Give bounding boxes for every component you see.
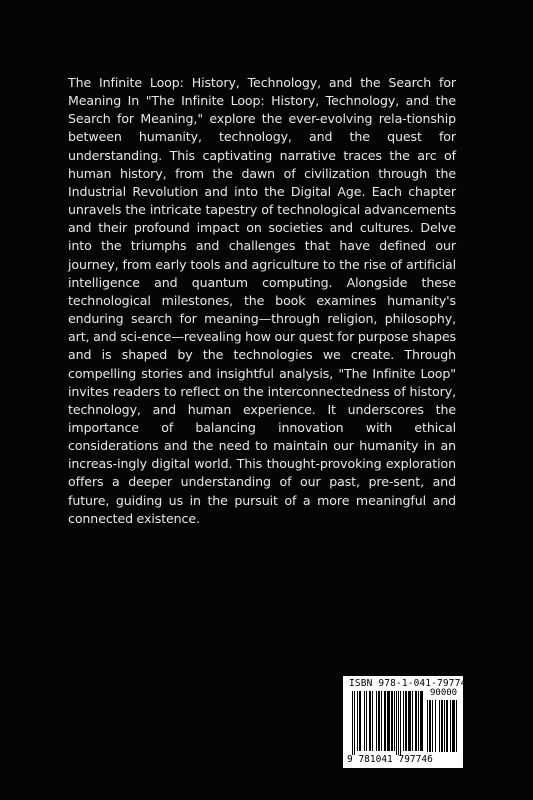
barcode-bar: [352, 691, 353, 755]
barcode-bar: [456, 700, 457, 752]
barcode-bar: [444, 700, 445, 752]
barcode-bar: [384, 691, 386, 751]
barcode-bar: [378, 691, 380, 751]
barcode-bar: [394, 691, 395, 751]
addon-barcode-bars: [427, 700, 457, 755]
barcode-bar: [412, 691, 413, 751]
barcode-bar: [357, 691, 358, 751]
barcode-bar: [396, 691, 397, 755]
barcode-bar: [403, 691, 404, 751]
barcode-bar: [418, 691, 419, 751]
barcode-bar: [415, 691, 417, 751]
barcode-bar: [398, 691, 399, 755]
ean-digits: 9 781041 797746: [347, 754, 433, 765]
barcode-bar: [452, 700, 455, 752]
isbn-barcode: [343, 676, 479, 768]
barcode-bar: [429, 700, 431, 752]
barcode-bar: [387, 691, 390, 751]
barcode-bar: [381, 691, 382, 751]
isbn-label: ISBN 978-1-041-79774-6: [349, 678, 479, 689]
barcode-bar: [435, 700, 436, 752]
barcode-bar: [446, 700, 448, 752]
barcode-bar: [400, 691, 401, 755]
barcode-bar: [369, 691, 371, 751]
barcode-bar: [420, 691, 423, 751]
barcode-bar: [427, 700, 428, 752]
barcode-bar: [354, 691, 355, 755]
barcode-bar: [372, 691, 373, 751]
barcode-bar: [439, 700, 440, 752]
barcode-bar: [450, 700, 451, 752]
barcode-bar: [376, 691, 377, 751]
book-description: The Infinite Loop: History, Technology, and the Search for Meaning In "The Infinite Loop: History, Technology, and the Search for Meaning," explore the ever-evolving rela-tionship between humanity, technology, and the quest for understanding. This captivating narrative traces the arc of human history, from the dawn of civilization through the Industrial Revolution and into the Digital Age. Each chapter unravels the intricate tapestry of technological advancements and their profound impact on societies and cultures. Delve into the triumphs and challenges that have defined our journey, from early tools and agriculture to the rise of artificial intelligence and quantum computing. Alongside these technological milestones, the book examines humanity's enduring search for meaning—through religion, philosophy, art, and sci-ence—revealing how our quest for purpose shapes and is shaped by the technologies we create. Through compelling stories and insightful analysis, "The Infinite Loop" invites readers to reflect on the interconnectedness of history, technology, and human experience. It underscores the importance of balancing innovation with ethical considerations and the need to maintain our humanity in an increas-ingly digital world. This thought-provoking exploration offers a deeper understanding of our past, pre-sent, and future, guiding us in the pursuit of a more meaningful and connected existence.: [68, 75, 456, 526]
ean-barcode-bars: [352, 691, 424, 755]
barcode-bar: [359, 691, 361, 751]
barcode-bar: [441, 700, 443, 752]
barcode-bar: [432, 700, 433, 752]
barcode-bar: [366, 691, 367, 751]
barcode-bar: [408, 691, 411, 751]
price-addon-digits: 90000: [430, 688, 458, 698]
barcode-bar: [405, 691, 407, 751]
barcode-bar: [391, 691, 393, 751]
barcode-bar: [364, 691, 365, 751]
